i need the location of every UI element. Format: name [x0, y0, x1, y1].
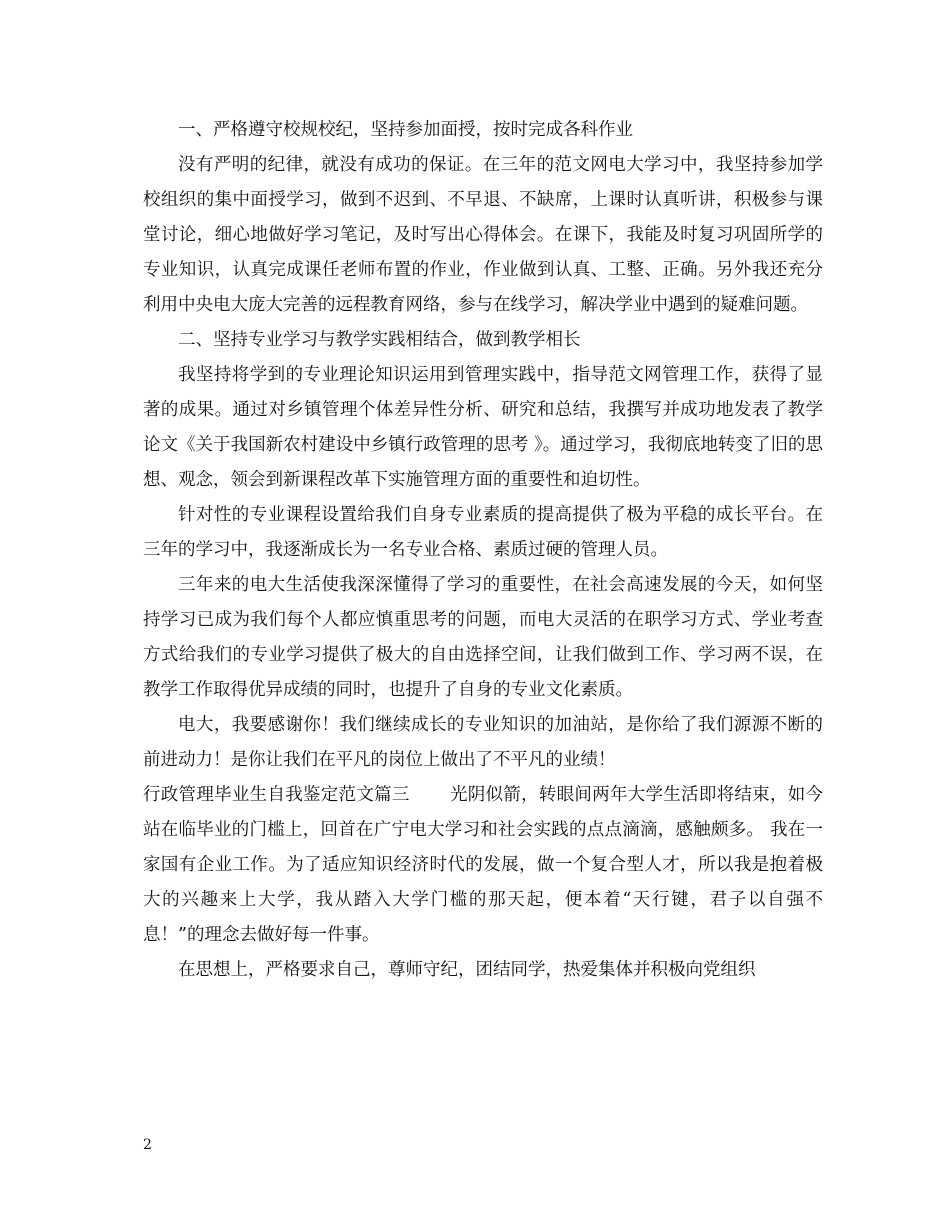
section-three-text: 光阴似箭，转眼间两年大学生活即将结束，如今站在临毕业的门槛上，回首在广宁电大学习和社会实践的点点滴滴，感触颇多。 我在一家国有企业工作。为了适应知识经济时代的发展，做一个复合型人才，所以我是抱着极大的兴趣来上大学，我从踏入大学门槛的那天起，便本着“天行键，君子以自强不息！”的理念去做好每一件事。	[143, 785, 824, 945]
document-body	[143, 113, 823, 988]
section-three-title: 行政管理毕业生自我鉴定范文篇三	[143, 785, 410, 805]
section-heading-1: 一、严格遵守校规校纪，坚持参加面授，按时完成各科作业	[178, 120, 633, 140]
body-paragraph-4: 三年来的电大生活使我深深懂得了学习的重要性，在社会高速发展的今天，如何坚持学习已成为我们每个人都应慎重思考的问题，而电大灵活的在职学习方式、学业考查方式给我们的专业学习提供了极大的自由选择空间，让我们做到工作、学习两不误，在教学工作取得优异成绩的同时，也提升了自身的专业文化素质。	[143, 575, 823, 700]
body-paragraph-5: 电大，我要感谢你！我们继续成长的专业知识的加油站，是你给了我们源源不断的前进动力！是你让我们在平凡的岗位上做出了不平凡的业绩！	[143, 715, 823, 770]
section-heading-2: 二、坚持专业学习与教学实践相结合，做到教学相长	[178, 330, 581, 350]
body-paragraph-1: 没有严明的纪律，就没有成功的保证。在三年的范文网电大学习中，我坚持参加学校组织的集中面授学习，做到不迟到、不早退、不缺席，上课时认真听讲，积极参与课堂讨论，细心地做好学习笔记，及时写出心得体会。在课下，我能及时复习巩固所学的专业知识，认真完成课任老师布置的作业，作业做到认真、工整、正确。另外我还充分利用中央电大庞大完善的远程教育网络，参与在线学习，解决学业中遇到的疑难问题。	[143, 155, 823, 315]
body-paragraph-6: 在思想上，严格要求自己，尊师守纪，团结同学，热爱集体并积极向党组织	[178, 960, 756, 980]
section-three-paragraph	[143, 778, 823, 953]
page-number: 2	[143, 1137, 152, 1153]
body-paragraph-3: 针对性的专业课程设置给我们自身专业素质的提高提供了极为平稳的成长平台。在三年的学习中，我逐渐成长为一名专业合格、素质过硬的管理人员。	[143, 505, 823, 560]
body-paragraph-2: 我坚持将学到的专业理论知识运用到管理实践中，指导范文网管理工作，获得了显著的成果。通过对乡镇管理个体差异性分析、研究和总结，我撰写并成功地发表了教学论文《关于我国新农村建设中乡镇行政管理的思考 》。通过学习，我彻底地转变了旧的思想、观念，领会到新课程改革下实施管理方面的重要性和迫切性。	[143, 365, 823, 490]
